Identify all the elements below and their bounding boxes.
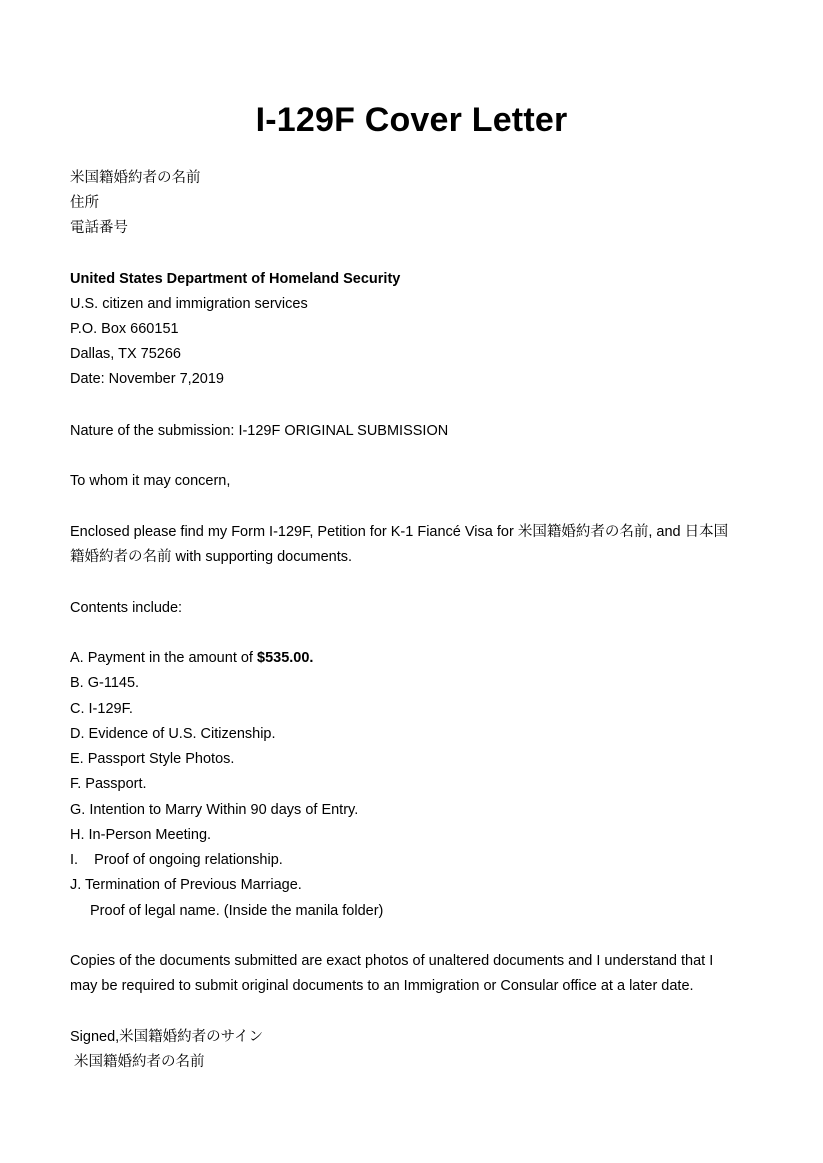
contents-item-a: [70, 648, 313, 668]
signature-line: Signed,米国籍婚約者のサイン: [70, 1029, 264, 1045]
contents-item-h: H. In-Person Meeting.: [70, 827, 212, 843]
contents-item-i: I. Proof of ongoing relationship.: [70, 852, 283, 868]
contents-heading: Contents include:: [70, 600, 183, 616]
contents-item-c: C. I-129F.: [70, 701, 133, 717]
salutation: To whom it may concern,: [70, 473, 231, 489]
contents-item-extra: Proof of legal name. (Inside the manila folder): [90, 903, 384, 919]
contents-item-f: F. Passport.: [70, 776, 147, 792]
contents-item-b: B. G-1145.: [70, 675, 140, 691]
contents-item-a-label: A. Payment in the amount of: [70, 650, 257, 666]
contents-item-j: J. Termination of Previous Marriage.: [70, 877, 302, 893]
recipient-city: Dallas, TX 75266: [70, 346, 181, 362]
sender-name: 米国籍婚約者の名前: [70, 170, 201, 186]
submission-nature: Nature of the submission: I-129F ORIGINAL SUBMISSION: [70, 423, 449, 439]
sender-address: 住所: [70, 195, 99, 211]
payment-amount: $535.00.: [257, 650, 314, 666]
sender-phone: 電話番号: [70, 220, 128, 236]
recipient-service: U.S. citizen and immigration services: [70, 296, 308, 312]
recipient-po-box: P.O. Box 660151: [70, 321, 179, 337]
recipient-org: United States Department of Homeland Security: [70, 271, 401, 287]
contents-item-d: D. Evidence of U.S. Citizenship.: [70, 726, 276, 742]
statement-line-2: may be required to submit original documents to an Immigration or Consular office at a later date.: [70, 978, 694, 994]
page-title: I-129F Cover Letter: [255, 101, 568, 139]
contents-item-e: E. Passport Style Photos.: [70, 751, 235, 767]
enclosed-paragraph-line-2: 籍婚約者の名前 with supporting documents.: [70, 549, 353, 565]
contents-item-g: G. Intention to Marry Within 90 days of Entry.: [70, 802, 359, 818]
signer-name: 米国籍婚約者の名前: [70, 1054, 205, 1070]
enclosed-paragraph-line-1: Enclosed please find my Form I-129F, Petition for K-1 Fiancé Visa for 米国籍婚約者の名前, and 日本国: [70, 524, 729, 540]
statement-line-1: Copies of the documents submitted are exact photos of unaltered documents and I understand that I: [70, 953, 714, 969]
letter-date: Date: November 7,2019: [70, 371, 224, 387]
